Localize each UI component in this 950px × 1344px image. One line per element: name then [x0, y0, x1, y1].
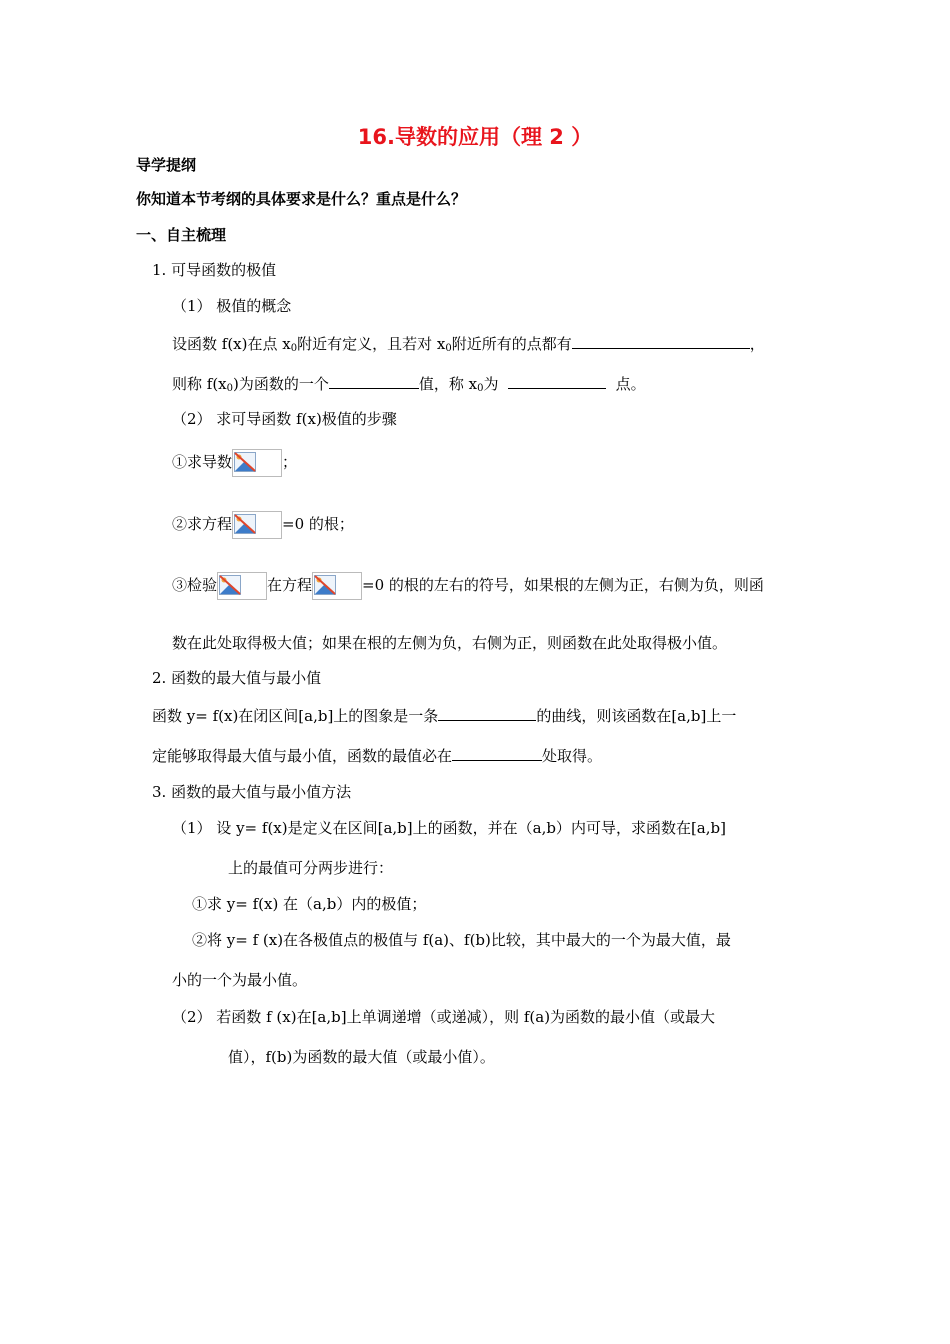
fill-blank-extremum[interactable] — [329, 373, 419, 389]
text: )为函数的一个 — [233, 375, 329, 393]
section-heading: 一、自主梳理 — [136, 226, 227, 244]
item3-title: 3. 函数的最大值与最小值方法 — [152, 783, 352, 801]
broken-image-icon — [217, 572, 267, 600]
item1-title: 1. 可导函数的极值 — [152, 261, 277, 279]
item3-p1-line-2: 上的最值可分两步进行： — [228, 859, 394, 877]
text: 设函数 f(x)在点 x — [172, 335, 291, 353]
broken-image-icon — [312, 572, 362, 600]
step-2 — [172, 509, 354, 539]
guide-question: 你知道本节考纲的具体要求是什么？重点是什么？ — [136, 190, 467, 208]
text: ； — [282, 453, 298, 471]
text: ①求导数 — [172, 453, 233, 471]
step-3-continued: 数在此处取得极大值；如果在根的左侧为负，右侧为正，则函数在此处取得极小值。 — [172, 634, 728, 652]
fill-blank-point[interactable] — [508, 373, 606, 389]
fill-blank-location[interactable] — [452, 745, 542, 761]
subscript: 0 — [226, 383, 234, 394]
sub2-title: （2） 求可导函数 f(x)极值的步骤 — [172, 410, 397, 428]
item3-p1-step-2-continued: 小的一个为最小值。 — [172, 971, 308, 989]
text: 的曲线，则该函数在[a,b]上一 — [536, 707, 737, 725]
text: 在方程 — [267, 576, 313, 594]
item3-p1-step-2: ②将 y= f (x)在各极值点的极值与 f(a)、f(b)比较，其中最大的一个为最大值，最 — [192, 931, 731, 949]
subscript: 0 — [290, 343, 298, 354]
text: 定能够取得最大值与最小值，函数的最值必在 — [152, 747, 453, 765]
item3-p2-line-1: （2） 若函数 f (x)在[a,b]上单调递增（或递减），则 f(a)为函数的最小值（或最大 — [172, 1008, 716, 1026]
broken-image-icon — [232, 449, 282, 477]
subscript: 0 — [445, 343, 452, 354]
text: =0 的根； — [282, 515, 354, 533]
sub1-title: （1） 极值的概念 — [172, 297, 292, 315]
subscript: 0 — [477, 383, 484, 394]
text: 则称 f(x — [172, 375, 227, 393]
text: =0 的根的左右的符号，如果根的左侧为正，右侧为负，则函 — [362, 576, 764, 594]
text: 点。 — [615, 375, 646, 393]
text: 值，称 x — [418, 375, 478, 393]
text: ③检验 — [172, 576, 218, 594]
text: 附近有定义，且若对 x — [297, 335, 446, 353]
item2-line-1 — [152, 705, 736, 726]
step-3 — [172, 570, 764, 600]
item2-line-2 — [152, 745, 602, 766]
text: ， — [749, 335, 765, 353]
text: 处取得。 — [542, 747, 603, 765]
text: 函数 y= f(x)在闭区间[a,b]上的图象是一条 — [152, 707, 439, 725]
item3-p1-step-1: ①求 y= f(x) 在（a,b）内的极值； — [192, 895, 427, 913]
text: 附近所有的点都有 — [451, 335, 572, 353]
definition-line-1 — [172, 333, 765, 354]
definition-line-2 — [172, 373, 646, 394]
page-title: 16.导数的应用（理 2 ） — [357, 125, 593, 149]
guide-heading: 导学提纲 — [136, 156, 197, 174]
item2-title: 2. 函数的最大值与最小值 — [152, 669, 322, 687]
item3-p1-line-1: （1） 设 y= f(x)是定义在区间[a,b]上的函数，并在（a,b）内可导，求函数在[a,b] — [172, 819, 726, 837]
fill-blank-curve[interactable] — [438, 705, 536, 721]
fill-blank-condition[interactable] — [572, 333, 750, 349]
text: ②求方程 — [172, 515, 233, 533]
item3-p2-line-2: 值），f(b)为函数的最大值（或最小值）。 — [228, 1048, 495, 1066]
broken-image-icon — [232, 511, 282, 539]
text: 为 — [483, 375, 499, 393]
step-1 — [172, 447, 297, 477]
